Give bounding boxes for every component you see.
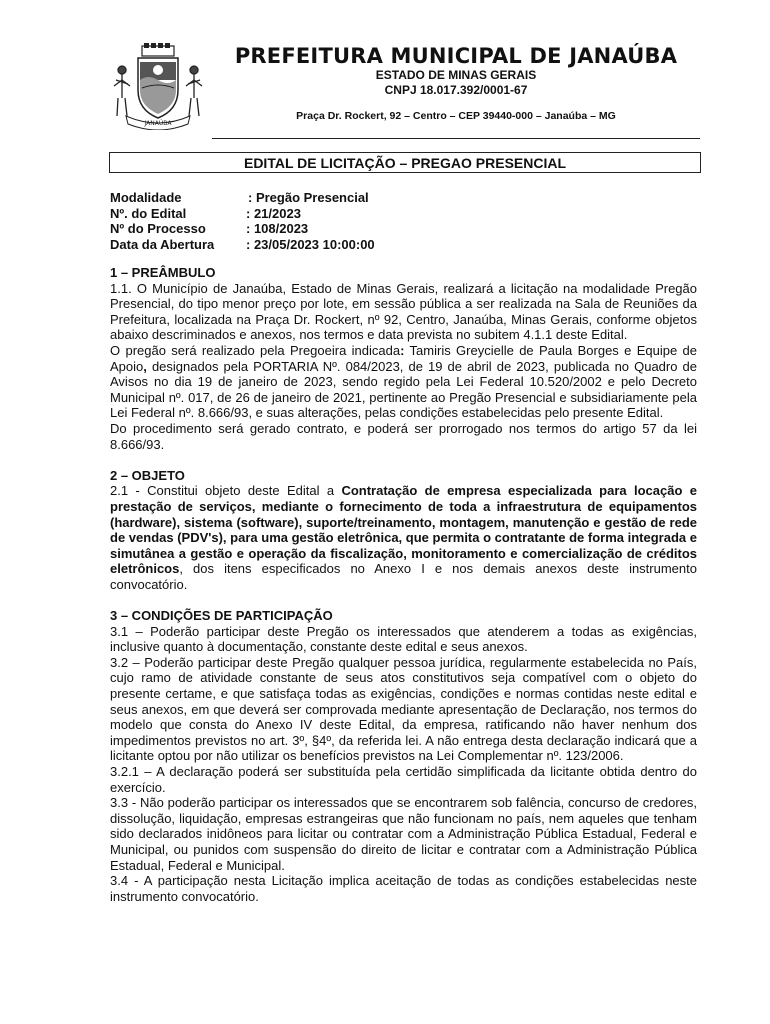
- meta-row-processo: [110, 221, 510, 237]
- meta-key: Modalidade: [110, 190, 182, 205]
- text-run-bold: Contratação de empresa especializada para locação e prestação de serviços, mediante o fornecimento de toda a infraestrutura de equipamentos (hardware), sistema (software), suporte/treinamento, montagem, manutenção e gestão de rede de vendas (PDV's), para uma gestão eletrônica, que permita o contratante de forma integrada e simutânea a gestão e operação da fiscalização, monitoramento e comercialização de créditos eletrônicos: [110, 483, 697, 577]
- edital-title-box: EDITAL DE LICITAÇÃO – PREGAO PRESENCIAL: [109, 152, 701, 173]
- meta-row-edital: [110, 206, 510, 222]
- municipal-crest-icon: [108, 40, 208, 130]
- paragraph-pregoeira: [110, 343, 697, 421]
- meta-row-abertura: [110, 237, 510, 253]
- text-run: :: [400, 342, 405, 358]
- state-name: ESTADO DE MINAS GERAIS: [375, 68, 537, 82]
- text-run: designados pela PORTARIA Nº. 084/2023, de 19 de abril de 2023, publicada no Quadro de Avisos no dia 19 de janeiro de 2023, sendo regido pela Lei Federal 10.520/2002 e pelo Decreto Municipal nº. 017, de 26 de janeiro de 2021, pertinente ao Pregão Presencial e subsidiariamente pela Lei Federal nº. 8.666/93, e suas alterações, pelas condições estabelecidas pelo presente Edital.: [110, 358, 697, 421]
- meta-value: : 23/05/2023 10:00:00: [246, 236, 375, 252]
- cnpj-number: CNPJ 18.017.392/0001-67: [384, 83, 528, 97]
- text-run: 2.1 - Constitui objeto deste Edital a: [110, 483, 342, 499]
- header-divider: [212, 138, 700, 139]
- paragraph-2-1: [110, 483, 697, 592]
- municipality-title: PREFEITURA MUNICIPAL DE JANAÚBA: [234, 44, 678, 68]
- meta-key: Data da Abertura: [110, 236, 215, 252]
- meta-key: Nº do Processo: [110, 221, 206, 237]
- section-title-preambulo: 1 – PREÂMBULO: [110, 265, 216, 280]
- crest-ribbon-text: JANAÚBA: [144, 120, 172, 127]
- paragraph-3-3: 3.3 - Não poderão participar os interessados que se encontrarem sob falência, concurso de credores, dissolução, liquidação, empresas estrangeiras que não funcionam no país, nem aqueles que tenham sido declarados inidôneos para licitar ou contratar com a Administração Pública Estadual, Federal e Municipal, ou punidos com suspensão do direito de licitar e contratar com a Administração Pública Estadual, Federal e Municipal.: [110, 795, 697, 873]
- paragraph-3-2-1: 3.2.1 – A declaração poderá ser substituída pela certidão simplificada da licitante obtida dentro do exercício.: [110, 764, 697, 795]
- paragraph-1-1: 1.1. O Município de Janaúba, Estado de Minas Gerais, realizará a licitação na modalidade Pregão Presencial, do tipo menor preço por lote, em sessão pública a ser realizada na Sala de Reuniões da Prefeitura, localizada na Praça Dr. Rockert, nº 92, Centro, Janaúba, Minas Gerais, conforme objetos abaixo descriminados e anexos, nos termos e data prevista no subitem 4.1.1 deste Edital.: [110, 280, 697, 343]
- municipality-address: Praça Dr. Rockert, 92 – Centro – CEP 39440-000 – Janaúba – MG: [296, 110, 616, 122]
- document-body: [110, 265, 697, 904]
- paragraph-contrato: Do procedimento será gerado contrato, e poderá ser prorrogado nos termos do artigo 57 da lei 8.666/93.: [110, 420, 697, 452]
- edital-metadata: [110, 190, 510, 252]
- paragraph-3-4: 3.4 - A participação nesta Licitação implica aceitação de todas as condições estabelecidas neste instrumento convocatório.: [110, 873, 697, 904]
- meta-value: : 108/2023: [246, 221, 309, 237]
- meta-row-modalidade: [110, 190, 510, 206]
- meta-value: : Pregão Presencial: [248, 190, 369, 205]
- meta-value: : 21/2023: [246, 205, 301, 221]
- meta-key: Nº. do Edital: [110, 205, 187, 221]
- paragraph-3-1: 3.1 – Poderão participar deste Pregão os interessados que atenderem a todas as exigências, inclusive quanto à documentação, constante deste edital e seus anexos.: [110, 623, 697, 655]
- text-run: ,: [143, 358, 147, 374]
- paragraph-3-2: 3.2 – Poderão participar deste Pregão qualquer pessoa jurídica, regularmente estabelecida no País, cujo ramo de atividade constante de seus atos constitutivos seja compatível com o objeto do presente certame, e que satisfaça todas as exigências, condições e normas contidas neste edital e seus anexos, em que deverá ser comprovada mediante apresentação de Declaração, nos termos do modelo que consta do Anexo IV deste Edital, da empresa, ratificando não haver nenhum dos impedimentos previstos no art. 3º, §4º, da referida lei. A não entrega desta declaração indicará que a licitante optou por não utilizar os benefícios previstos na Lei Complementar nº. 123/2006.: [110, 654, 697, 764]
- text-run: , dos itens especificados no Anexo I e nos demais anexos deste instrumento convocatório.: [110, 561, 697, 592]
- text-run: Tamiris Greycielle de Paula Borges e Equipe de Apoio: [110, 342, 697, 374]
- section-title-condicoes: 3 – CONDIÇÕES DE PARTICIPAÇÃO: [110, 608, 333, 624]
- text-run: O pregão será realizado pela Pregoeira indicada: [110, 342, 401, 358]
- section-title-objeto: 2 – OBJETO: [110, 467, 185, 483]
